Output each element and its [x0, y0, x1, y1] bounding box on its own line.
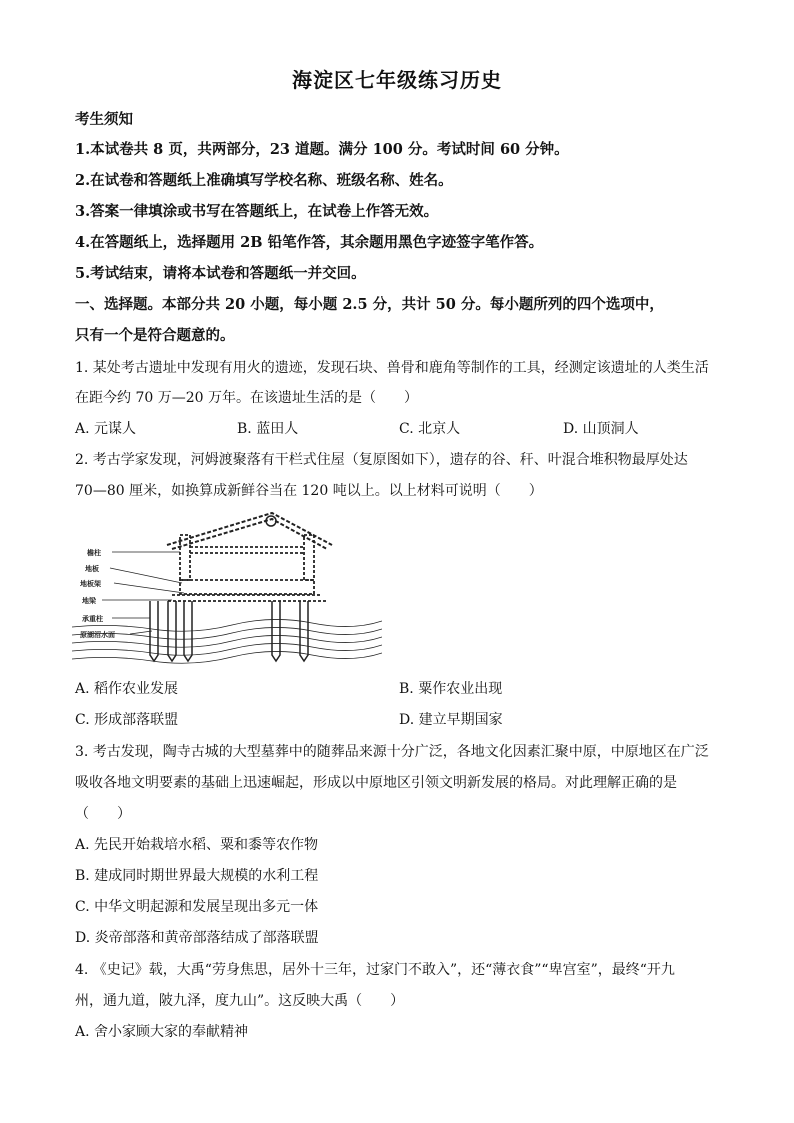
q3-stem-line3: （ ）	[75, 806, 131, 822]
label-eaves-column: 檐柱	[87, 548, 101, 557]
q1-stem-line2: 在距今约 70 万—20 万年。在该遗址生活的是（ ）	[75, 390, 418, 406]
q3-stem-line1: 3. 考古发现，陶寺古城的大型墓葬中的随葬品来源十分广泛，各地文化因素汇聚中原，中原地区在广泛	[75, 744, 709, 760]
q2-option-c: C. 形成部落联盟	[75, 712, 179, 728]
q1-option-c: C. 北京人	[399, 421, 461, 437]
q1-option-b: B. 蓝田人	[237, 421, 299, 437]
q3-option-d: D. 炎帝部落和黄帝部落结成了部落联盟	[75, 930, 319, 946]
house-frame	[168, 535, 326, 601]
q3-option-a: A. 先民开始栽培水稻、粟和黍等农作物	[75, 837, 319, 853]
q1-option-d: D. 山顶洞人	[563, 421, 639, 437]
ground-hatching	[72, 619, 382, 663]
q2-stem-line2: 70—80 厘米，如换算成新鲜谷当在 120 吨以上。以上材料可说明（ ）	[75, 483, 543, 499]
notice-item-4: 4.在答题纸上，选择题用 2B 铅笔作答，其余题用黑色字迹签字笔作答。	[75, 234, 544, 251]
notice-item-1: 1.本试卷共 8 页，共两部分，23 道题。满分 100 分。考试时间 60 分钟。	[75, 141, 569, 158]
q2-option-d: D. 建立早期国家	[399, 712, 503, 728]
q3-stem-line2: 吸收各地文明要素的基础上迅速崛起，形成以中原地区引领文明新发展的格局。对此理解正确的是	[75, 775, 677, 791]
section-heading-line1: 一、选择题。本部分共 20 小题，每小题 2.5 分，共计 50 分。每小题所列的四个选项中，	[75, 296, 664, 313]
section-heading-line2: 只有一个是符合题意的。	[75, 327, 235, 344]
q1-stem-line1: 1. 某处考古遗址中发现有用火的遗迹，发现石块、兽骨和鹿角等制作的工具，经测定该遗址的人类生活	[75, 360, 709, 376]
stilt-house-diagram	[72, 505, 382, 665]
label-floor-frame: 地板架	[80, 579, 101, 588]
notice-item-5: 5.考试结束，请将本试卷和答题纸一并交回。	[75, 265, 366, 282]
q4-stem-line2: 州，通九道，陂九泽，度九山”。这反映大禹（ ）	[75, 993, 405, 1009]
q4-option-a: A. 舍小家顾大家的奉献精神	[75, 1024, 249, 1040]
label-load-column: 承重柱	[82, 614, 103, 623]
notice-item-2: 2.在试卷和答题纸上准确填写学校名称、班级名称、姓名。	[75, 172, 453, 189]
page-title: 海淀区七年级练习历史	[292, 68, 502, 92]
q4-stem-line1: 4. 《史记》载，大禹“劳身焦思，居外十三年，过家门不敢入”，还“薄衣食”“卑宫室”，最终“开九	[75, 962, 675, 978]
q2-option-a: A. 稻作农业发展	[75, 681, 179, 697]
q3-option-b: B. 建成同时期世界最大规模的水利工程	[75, 868, 319, 884]
label-lake-surface: 原湖沼水面	[80, 630, 115, 639]
label-floor: 地板	[85, 564, 99, 573]
notice-item-3: 3.答案一律填涂或书写在答题纸上，在试卷上作答无效。	[75, 203, 439, 220]
q2-option-b: B. 粟作农业出现	[399, 681, 503, 697]
roof	[167, 513, 332, 549]
label-floor-beam: 地梁	[82, 596, 96, 605]
q2-stem-line1: 2. 考古学家发现，河姆渡聚落有干栏式住屋（复原图如下），遗存的谷、秆、叶混合堆积物最厚处达	[75, 452, 688, 468]
notice-heading: 考生须知	[75, 111, 133, 128]
q3-option-c: C. 中华文明起源和发展呈现出多元一体	[75, 899, 319, 915]
leader-lines	[102, 552, 184, 634]
q1-option-a: A. 元谋人	[75, 421, 137, 437]
